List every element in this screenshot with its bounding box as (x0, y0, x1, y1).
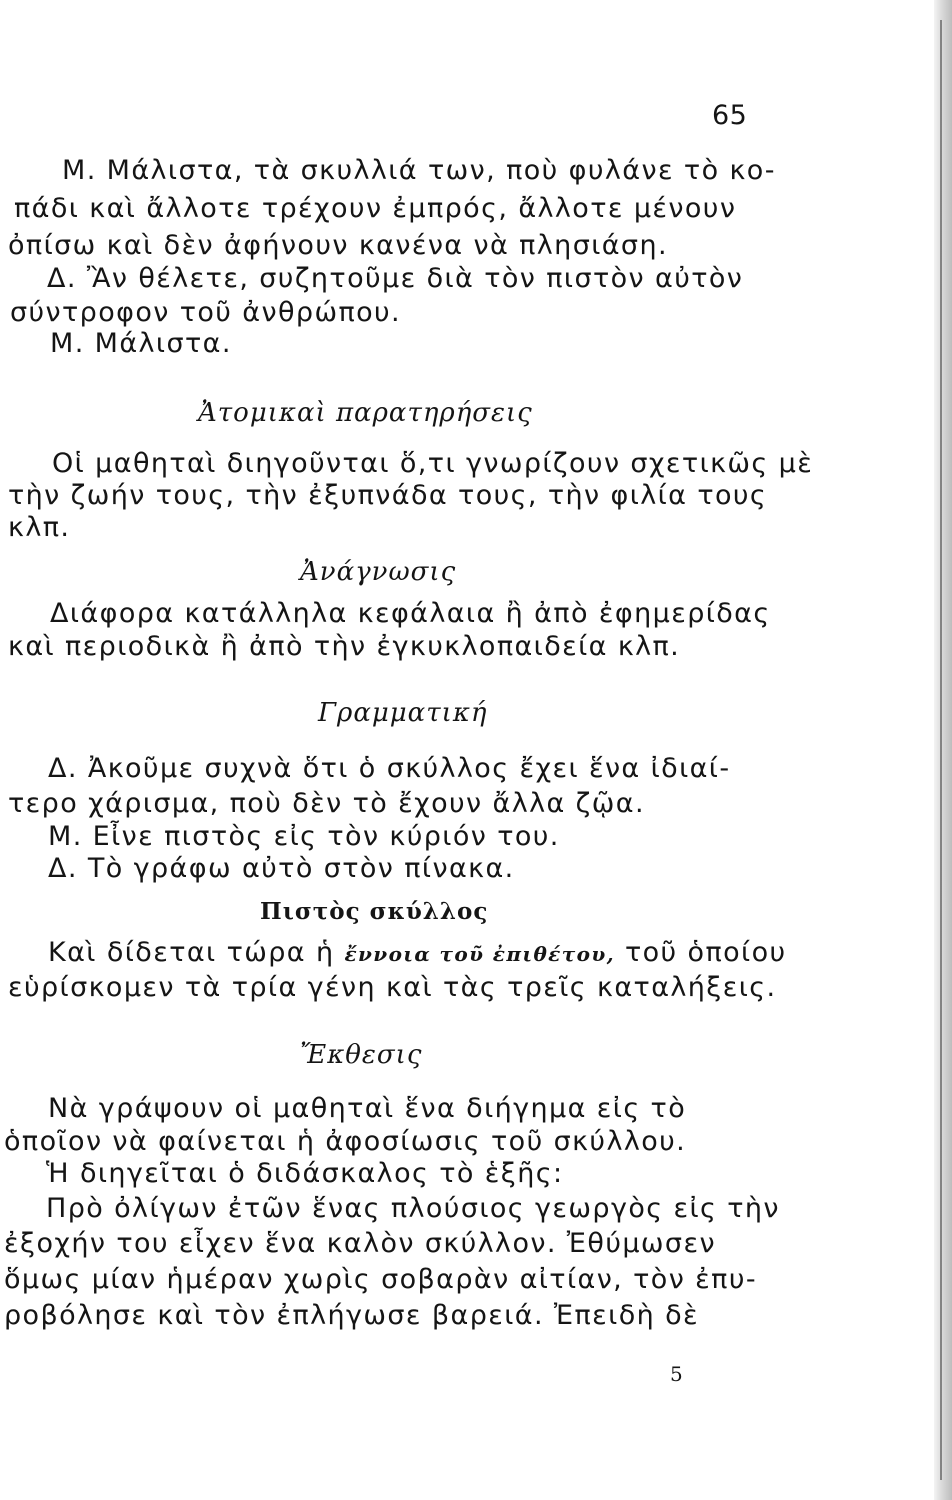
section-heading-reading: Ἀνάγνωσις (300, 557, 457, 587)
text-line: τερο χάρισμα, ποὺ δὲν τὸ ἔχουν ἄλλα ζῷα. (8, 788, 645, 819)
text-line: Οἱ μαθηταὶ διηγοῦνται ὅ,τι γνωρίζουν σχετικῶς μὲ (52, 448, 814, 479)
text-line (48, 937, 787, 970)
text-line: τὴν ζωήν τους, τὴν ἐξυπνάδα τους, τὴν φιλία τους (8, 480, 768, 511)
text-line: ροβόλησε καὶ τὸν ἐπλήγωσε βαρειά. Ἐπειδὴ δὲ (4, 1300, 700, 1331)
example-heading-faithful-dog: Πιστὸς σκύλλος (260, 898, 489, 925)
text-line: Ἡ διηγεῖται ὁ διδάσκαλος τὸ ἑξῆς: (46, 1158, 564, 1189)
section-heading-individual-observations: Ἀτομικαὶ παρατηρήσεις (198, 398, 533, 428)
emphasized-term: ἔννοια τοῦ ἐπιθέτου, (344, 942, 615, 966)
text-run: Καὶ δίδεται τώρα ἡ (48, 937, 345, 968)
text-line: ὅμως μίαν ἡμέραν χωρὶς σοβαρὰν αἰτίαν, τὸν ἐπυ- (4, 1264, 757, 1295)
text-line: Δ. Τὸ γράφω αὐτὸ στὸν πίνακα. (48, 853, 515, 884)
signature-mark: 5 (670, 1362, 683, 1386)
text-line: εὑρίσκομεν τὰ τρία γένη καὶ τὰς τρεῖς καταλήξεις. (8, 972, 777, 1003)
text-line: Μ. Μάλιστα, τὰ σκυλλιά των, ποὺ φυλάνε τὸ κο- (62, 155, 776, 186)
text-line: πάδι καὶ ἄλλοτε τρέχουν ἐμπρός, ἄλλοτε μένουν (14, 193, 737, 224)
text-line: καὶ περιοδικὰ ἢ ἀπὸ τὴν ἐγκυκλοπαιδεία κλπ. (8, 631, 681, 662)
text-line: Πρὸ ὀλίγων ἐτῶν ἕνας πλούσιος γεωργὸς εἰς τὴν (46, 1193, 780, 1224)
text-line: ἐξοχήν του εἶχεν ἕνα καλὸν σκύλλον. Ἐθύμωσεν (4, 1228, 716, 1259)
text-line: ὀπίσω καὶ δὲν ἀφήνουν κανένα νὰ πλησιάση. (8, 230, 668, 261)
text-line: ὁποῖον νὰ φαίνεται ἡ ἀφοσίωσις τοῦ σκύλλου. (4, 1126, 687, 1157)
text-line: Διάφορα κατάλληλα κεφάλαια ἢ ἀπὸ ἐφημερίδας (50, 598, 771, 629)
text-line: Δ. Ἂν θέλετε, συζητοῦμε διὰ τὸν πιστὸν αὐτὸν (47, 263, 744, 294)
text-line: σύντροφον τοῦ ἀνθρώπου. (10, 297, 402, 328)
page-number: 65 (712, 100, 748, 131)
text-run: τοῦ ὁποίου (614, 937, 787, 968)
text-line: κλπ. (8, 512, 71, 543)
spine-edge-line (940, 20, 942, 1480)
page-spine-shadow (934, 0, 952, 1500)
text-line: Νὰ γράψουν οἱ μαθηταὶ ἕνα διήγημα εἰς τὸ (48, 1093, 687, 1124)
text-line: Δ. Ἀκοῦμε συχνὰ ὅτι ὁ σκύλλος ἔχει ἕνα ἰδιαί- (48, 753, 731, 784)
section-heading-grammar: Γραμματική (318, 698, 488, 728)
text-line: Μ. Εἶνε πιστὸς εἰς τὸν κύριόν του. (48, 821, 560, 852)
section-heading-composition: Ἔκθεσις (300, 1040, 423, 1070)
text-line: Μ. Μάλιστα. (50, 328, 232, 359)
